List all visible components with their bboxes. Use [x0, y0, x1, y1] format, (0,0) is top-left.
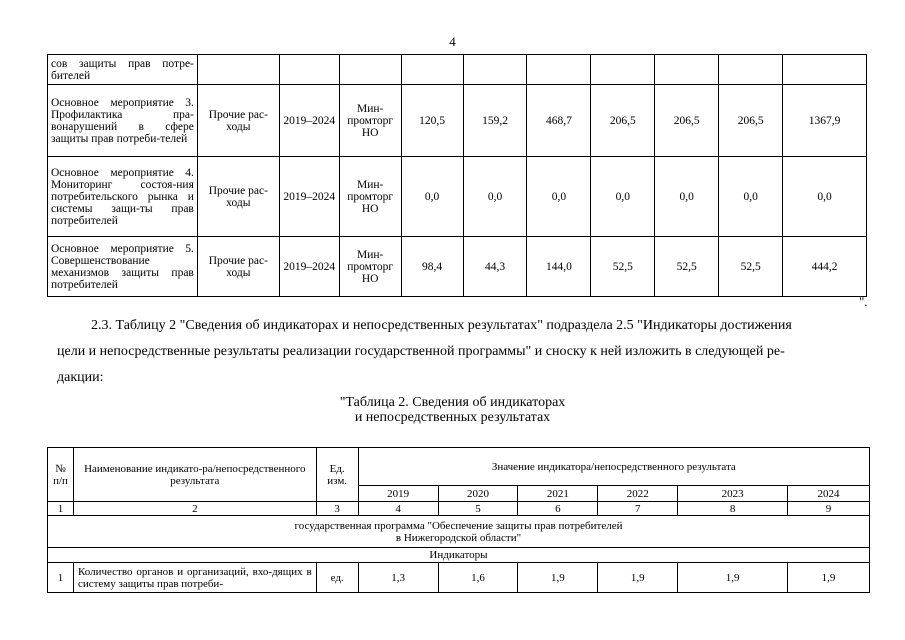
value-cell: 1,3 — [358, 563, 438, 593]
value-cell: 0,0 — [719, 157, 783, 237]
measure-name: Основное мероприятие 3. Профилактика пра-вонарушений в сфере защиты прав потреби-телей — [48, 85, 198, 157]
expenses-table — [47, 54, 867, 297]
header-row — [48, 448, 870, 486]
section-row — [48, 548, 870, 563]
value-cell: 1,6 — [438, 563, 518, 593]
col-number: 3 — [316, 502, 358, 516]
value-cell: 159,2 — [463, 85, 527, 157]
table-title-line: "Таблица 2. Сведения об индикаторах — [339, 395, 566, 410]
value-cell: 44,3 — [463, 237, 527, 297]
measure-name: сов защиты прав потре-бителей — [48, 55, 198, 85]
value-cell: 1,9 — [598, 563, 678, 593]
col-number: 1 — [48, 502, 74, 516]
period: 2019–2024 — [279, 85, 339, 157]
executor: Мин-промторг НО — [339, 157, 401, 237]
value-cell: 1367,9 — [783, 85, 867, 157]
value-cell: 1,9 — [788, 563, 870, 593]
value-cell: 1,9 — [518, 563, 598, 593]
table-title-line: и непосредственных результатах — [354, 410, 551, 425]
table-row — [48, 237, 867, 297]
value-cell: 98,4 — [401, 237, 463, 297]
closing-quote: ". — [859, 294, 868, 309]
table-row — [48, 55, 867, 85]
col-header-values: Значение индикатора/непосредственного результата — [358, 448, 869, 486]
amendment-paragraph — [57, 313, 863, 391]
table-row — [48, 85, 867, 157]
expense-type: Прочие рас-ходы — [197, 85, 279, 157]
col-header-name: Наименование индикато-ра/непосредственного результата — [73, 448, 316, 502]
year-header: 2019 — [358, 486, 438, 502]
value-cell: 0,0 — [463, 157, 527, 237]
period: 2019–2024 — [279, 237, 339, 297]
page-number: 4 — [449, 34, 456, 49]
col-number: 8 — [678, 502, 788, 516]
value-cell: 52,5 — [591, 237, 655, 297]
value-cell: 120,5 — [401, 85, 463, 157]
value-cell: 1,9 — [678, 563, 788, 593]
col-number: 4 — [358, 502, 438, 516]
measure-name: Основное мероприятие 4. Мониторинг состоя-ния потребительского рынка и системы защи-ты прав потребителей — [48, 157, 198, 237]
program-name — [48, 516, 870, 548]
indicators-table — [47, 447, 870, 593]
year-header: 2021 — [518, 486, 598, 502]
value-cell: 0,0 — [527, 157, 591, 237]
col-number: 2 — [73, 502, 316, 516]
program-name-line: в Нижегородской области" — [395, 531, 522, 544]
value-cell: 0,0 — [591, 157, 655, 237]
table-row — [48, 157, 867, 237]
col-number: 9 — [788, 502, 870, 516]
year-header: 2020 — [438, 486, 518, 502]
value-cell: 206,5 — [719, 85, 783, 157]
section-title: Индикаторы — [48, 548, 870, 563]
year-header: 2024 — [788, 486, 870, 502]
indicator-name: Количество органов и организаций, вхо-дящих в систему защиты прав потреби- — [73, 563, 316, 593]
value-cell: 0,0 — [401, 157, 463, 237]
value-cell: 0,0 — [783, 157, 867, 237]
measure-name: Основное мероприятие 5. Совершенствование механизмов защиты прав потребителей — [48, 237, 198, 297]
paragraph-line: дакции: — [57, 370, 104, 385]
col-number: 7 — [598, 502, 678, 516]
col-header-unit: Ед. изм. — [316, 448, 358, 502]
col-number: 6 — [518, 502, 598, 516]
value-cell: 444,2 — [783, 237, 867, 297]
expense-type: Прочие рас-ходы — [197, 237, 279, 297]
period: 2019–2024 — [279, 157, 339, 237]
year-header: 2022 — [598, 486, 678, 502]
executor: Мин-промторг НО — [339, 85, 401, 157]
value-cell: 0,0 — [655, 157, 719, 237]
row-number: 1 — [48, 563, 74, 593]
col-header-number: № п/п — [48, 448, 74, 502]
value-cell: 468,7 — [527, 85, 591, 157]
value-cell: 206,5 — [655, 85, 719, 157]
value-cell: 206,5 — [591, 85, 655, 157]
col-number-row — [48, 502, 870, 516]
value-cell: 144,0 — [527, 237, 591, 297]
year-header: 2023 — [678, 486, 788, 502]
unit-cell: ед. — [316, 563, 358, 593]
value-cell: 52,5 — [655, 237, 719, 297]
paragraph-line: цели и непосредственные результаты реализации государственной программы" и сноску к ней изложить в следующей ре- — [57, 344, 785, 359]
table-row — [48, 563, 870, 593]
value-cell: 52,5 — [719, 237, 783, 297]
col-number: 5 — [438, 502, 518, 516]
executor: Мин-промторг НО — [339, 237, 401, 297]
paragraph-line: 2.3. Таблицу 2 "Сведения об индикаторах и непосредственных результатах" подраздела 2.5 "Индикаторы достижения — [91, 318, 792, 333]
table-title — [0, 395, 905, 425]
expense-type: Прочие рас-ходы — [197, 157, 279, 237]
program-name-line: государственная программа "Обеспечение защиты прав потребителей — [294, 519, 623, 532]
program-row — [48, 516, 870, 548]
